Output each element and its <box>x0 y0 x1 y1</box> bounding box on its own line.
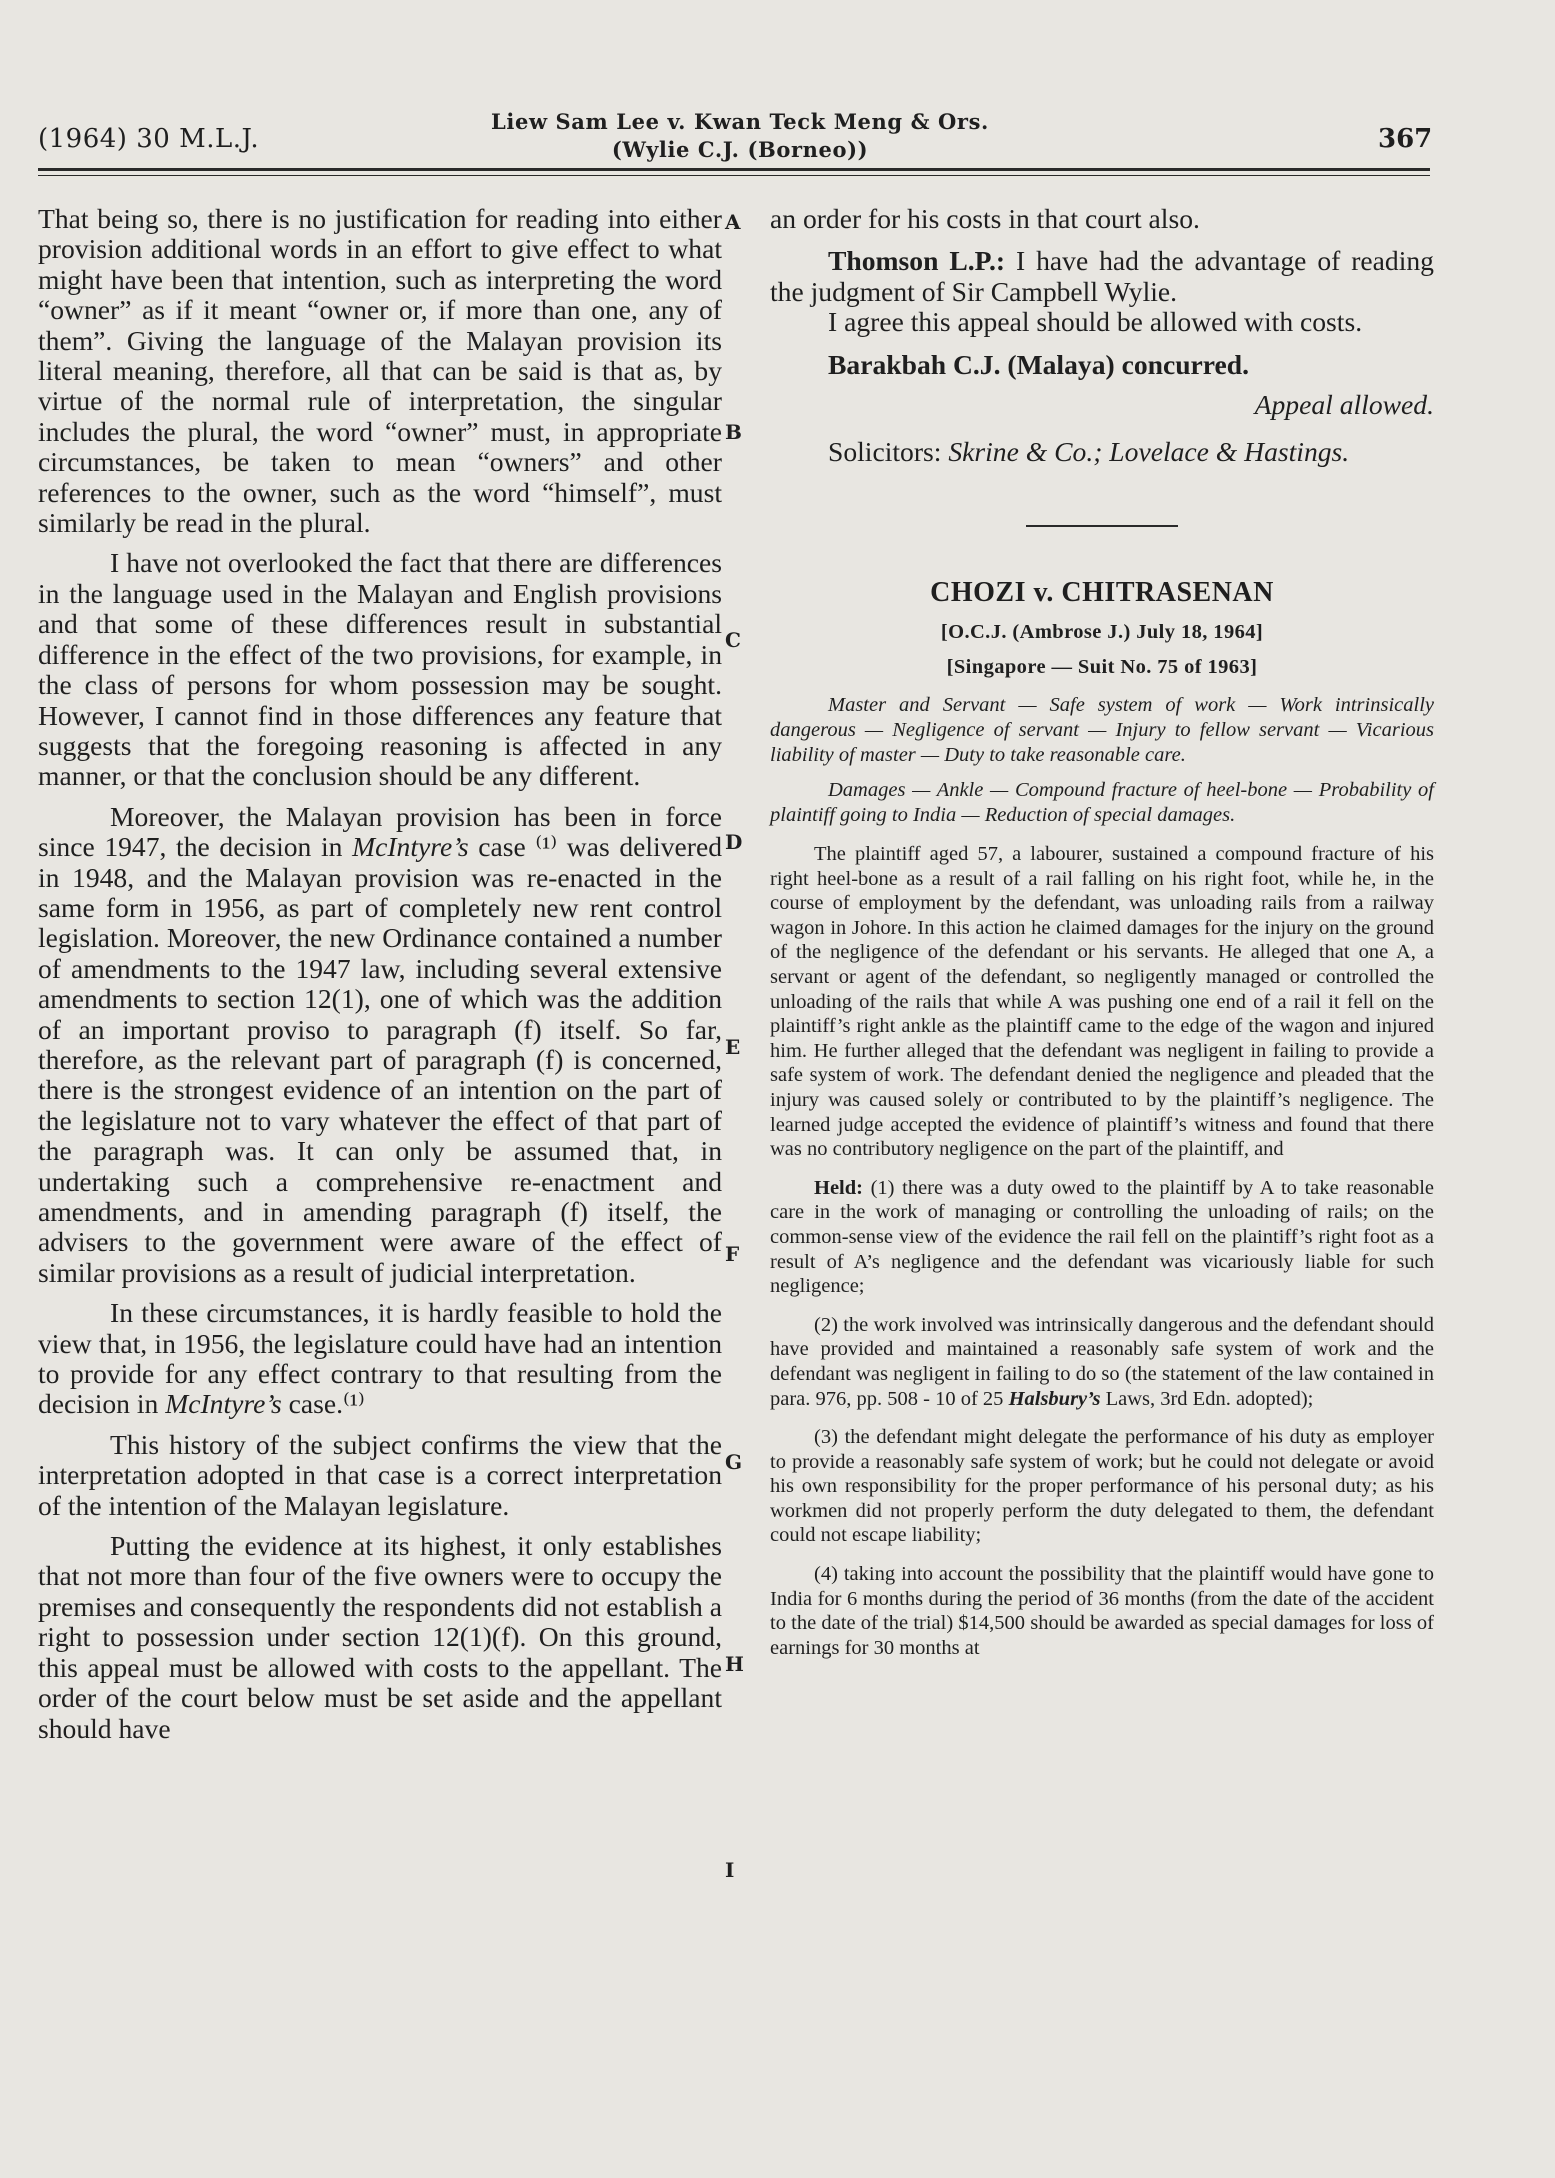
header-rule-thin <box>38 175 1430 176</box>
paragraph: I agree this appeal should be allowed with costs. <box>828 306 1363 338</box>
margin-letter-e: E <box>725 1035 741 1059</box>
paragraph: an order for his costs in that court also. <box>770 203 1200 234</box>
case-title: CHOZI v. CHITRASENAN <box>930 577 1274 609</box>
margin-letter-g: G <box>725 1450 743 1474</box>
margin-letter-a: A <box>725 210 741 234</box>
header-judge: (Wylie C.J. (Borneo)) <box>611 137 869 162</box>
paragraph: This history of the subject confirms the view that the interpretation adopted in that case is a correct interpretation of the intention of the Malayan legislature. <box>38 1428 722 1521</box>
left-column <box>38 204 722 1754</box>
held-3: (3) the defendant might delegate the performance of his duty as employer to provide a reasonably safe system of work; but he could not delegate or avoid his own responsibility for the proper performance of his personal duty; as his workmen did not properly perform the duty delegated to them, the defendant could not escape liability; <box>770 1426 1434 1547</box>
judgment-barakbah: Barakbah C.J. (Malaya) concurred. <box>828 348 1250 380</box>
margin-letter-i: I <box>725 1858 735 1882</box>
held-label: Held: <box>814 1176 863 1199</box>
margin-letter-b: B <box>725 420 742 444</box>
paragraph: That being so, there is no justification for reading into either provision additional words in an effort to give effect to what might have been that intention, such as interpreting the word “owner” as if it meant “owner or, if more than one, any of them”. Giving the language of the Malayan provision its literal meaning, therefore, all that can be said is that as, by virtue of the normal rule of interpretation, the singular includes the plural, the word “owner” must, in appropriate circumstances, be taken to mean “owners” and other references to the owner, such as the word “himself”, must similarly be read in the plural. <box>38 203 722 539</box>
held-2: (2) the work involved was intrinsically dangerous and the defendant should have provided and maintained a reasonably safe system of work and the defendant was negligent in failing to do so (the statement of the law contained in para. 976, pp. 508 - 10 of 25 Halsbury’s Laws, 3rd Edn. adopted); <box>770 1313 1434 1410</box>
header-case-title <box>420 108 1060 164</box>
case-citation: McIntyre’s <box>165 1388 282 1420</box>
held-1: Held: (1) there was a duty owed to the plaintiff by A to take reasonable care in the work of managing or controlling the unloading of rails; on the common-sense view of the evidence the rail fell on the plaintiff’s right foot as a result of A’s negligence and the defendant was vicariously liable for such negligence; <box>770 1176 1434 1298</box>
outcome: Appeal allowed. <box>1254 389 1434 421</box>
margin-letter-h: H <box>725 1652 744 1676</box>
court-and-date: [O.C.J. (Ambrose J.) July 18, 1964] <box>940 621 1264 644</box>
paragraph: Putting the evidence at its highest, it only establishes that not more than four of the five owners were to occupy the premises and consequently the respondents did not establish a right to possession under section 12(1)(f). On this ground, this appeal must be allowed with costs to the appellant. The order of the court below must be set aside and the appellant should have <box>38 1530 722 1744</box>
headnote-facts: The plaintiff aged 57, a labourer, sustained a compound fracture of his right heel-bone as a result of a rail falling on his right foot, while he, in the course of employment by the defendant, was unloading rails from a railway wagon in Johore. In this action he claimed damages for the injury on the ground of the negligence of the defendant or his servants. He alleged that one A, a servant or agent of the defendant, so negligently managed or controlled the unloading of the rails that while A was pushing one end of a rail it fell on the plaintiff’s right ankle as the plaintiff came to the edge of the wagon and injured him. He further alleged that the defendant was negligent in failing to provide a safe system of work. The defendant denied the negligence and pleaded that the injury was caused solely or contributed to by the plaintiff’s negligence. The learned judge accepted the evidence of plaintiff’s witness and found that there was no contributory negligence on the part of the plaintiff, and <box>770 843 1434 1161</box>
page-number: 367 <box>1378 124 1433 154</box>
catchwords-damages: Damages — Ankle — Compound fracture of heel-bone — Probability of plaintiff going to India — Reduction of special damages. <box>770 779 1434 827</box>
right-column <box>770 204 1434 1660</box>
paragraph: Moreover, the Malayan provision has been in force since 1947, the decision in McIntyre’s case ⁽¹⁾ was delivered in 1948, and the Malayan provision was re-enacted in the same form in 1956, as part of completely new rent control legislation. Moreover, the new Ordinance contained a number of amendments to the 1947 law, including several extensive amendments to section 12(1), one of which was the addition of an important proviso to paragraph (f) itself. So far, therefore, as the relevant part of paragraph (f) is concerned, there is the strongest evidence of an intention on the part of the legislature not to vary whatever the effect of that part of the paragraph was. It can only be assumed that, in undertaking such a comprehensive re-enactment and amendments, and in amending paragraph (f) itself, the advisers to the government were aware of the effect of similar provisions as a result of judicial interpretation. <box>38 800 722 1288</box>
suit-number: [Singapore — Suit No. 75 of 1963] <box>946 656 1258 679</box>
paragraph: I have not overlooked the fact that there are differences in the language used in the Malayan and English provisions and that some of these differences result in substantial difference in the effect of the two provisions, for example, in the class of persons for whom possession may be sought. However, I cannot find in those differences any feature that suggests that the foregoing reasoning is affected in any manner, or that the conclusion should be any different. <box>38 547 722 792</box>
case-citation: McIntyre’s <box>352 831 469 863</box>
header-citation: (1964) 30 M.L.J. <box>38 124 260 154</box>
header-rule-thick <box>38 168 1430 171</box>
margin-letter-f: F <box>725 1242 740 1266</box>
paragraph: In these circumstances, it is hardly feasible to hold the view that, in 1956, the legislature could have had an intention to provide for any effect contrary to that resulting from the decision in McIntyre’s case.⁽¹⁾ <box>38 1297 722 1420</box>
solicitors: Solicitors: Skrine & Co.; Lovelace & Hastings. <box>828 436 1350 468</box>
catchwords-master-servant: Master and Servant — Safe system of work — Work intrinsically dangerous — Negligence of servant — Injury to fellow servant — Vicarious liability of master — Duty to take reasonable care. <box>770 694 1434 767</box>
judgment-thomson: Thomson L.P.: I have had the advantage of reading the judgment of Sir Campbell Wylie. <box>770 245 1434 307</box>
held-4: (4) taking into account the possibility that the plaintiff would have gone to India for 6 months during the period of 36 months (from the date of the accident to the date of the trial) $14,500 should be awarded as special damages for loss of earnings for 30 months at <box>770 1563 1434 1659</box>
margin-letter-d: D <box>725 830 743 854</box>
section-divider <box>1026 525 1178 527</box>
margin-letter-c: C <box>725 628 741 652</box>
judge-name: Thomson L.P.: <box>828 245 1006 277</box>
header-case-name: Liew Sam Lee v. Kwan Teck Meng & Ors. <box>491 109 989 134</box>
